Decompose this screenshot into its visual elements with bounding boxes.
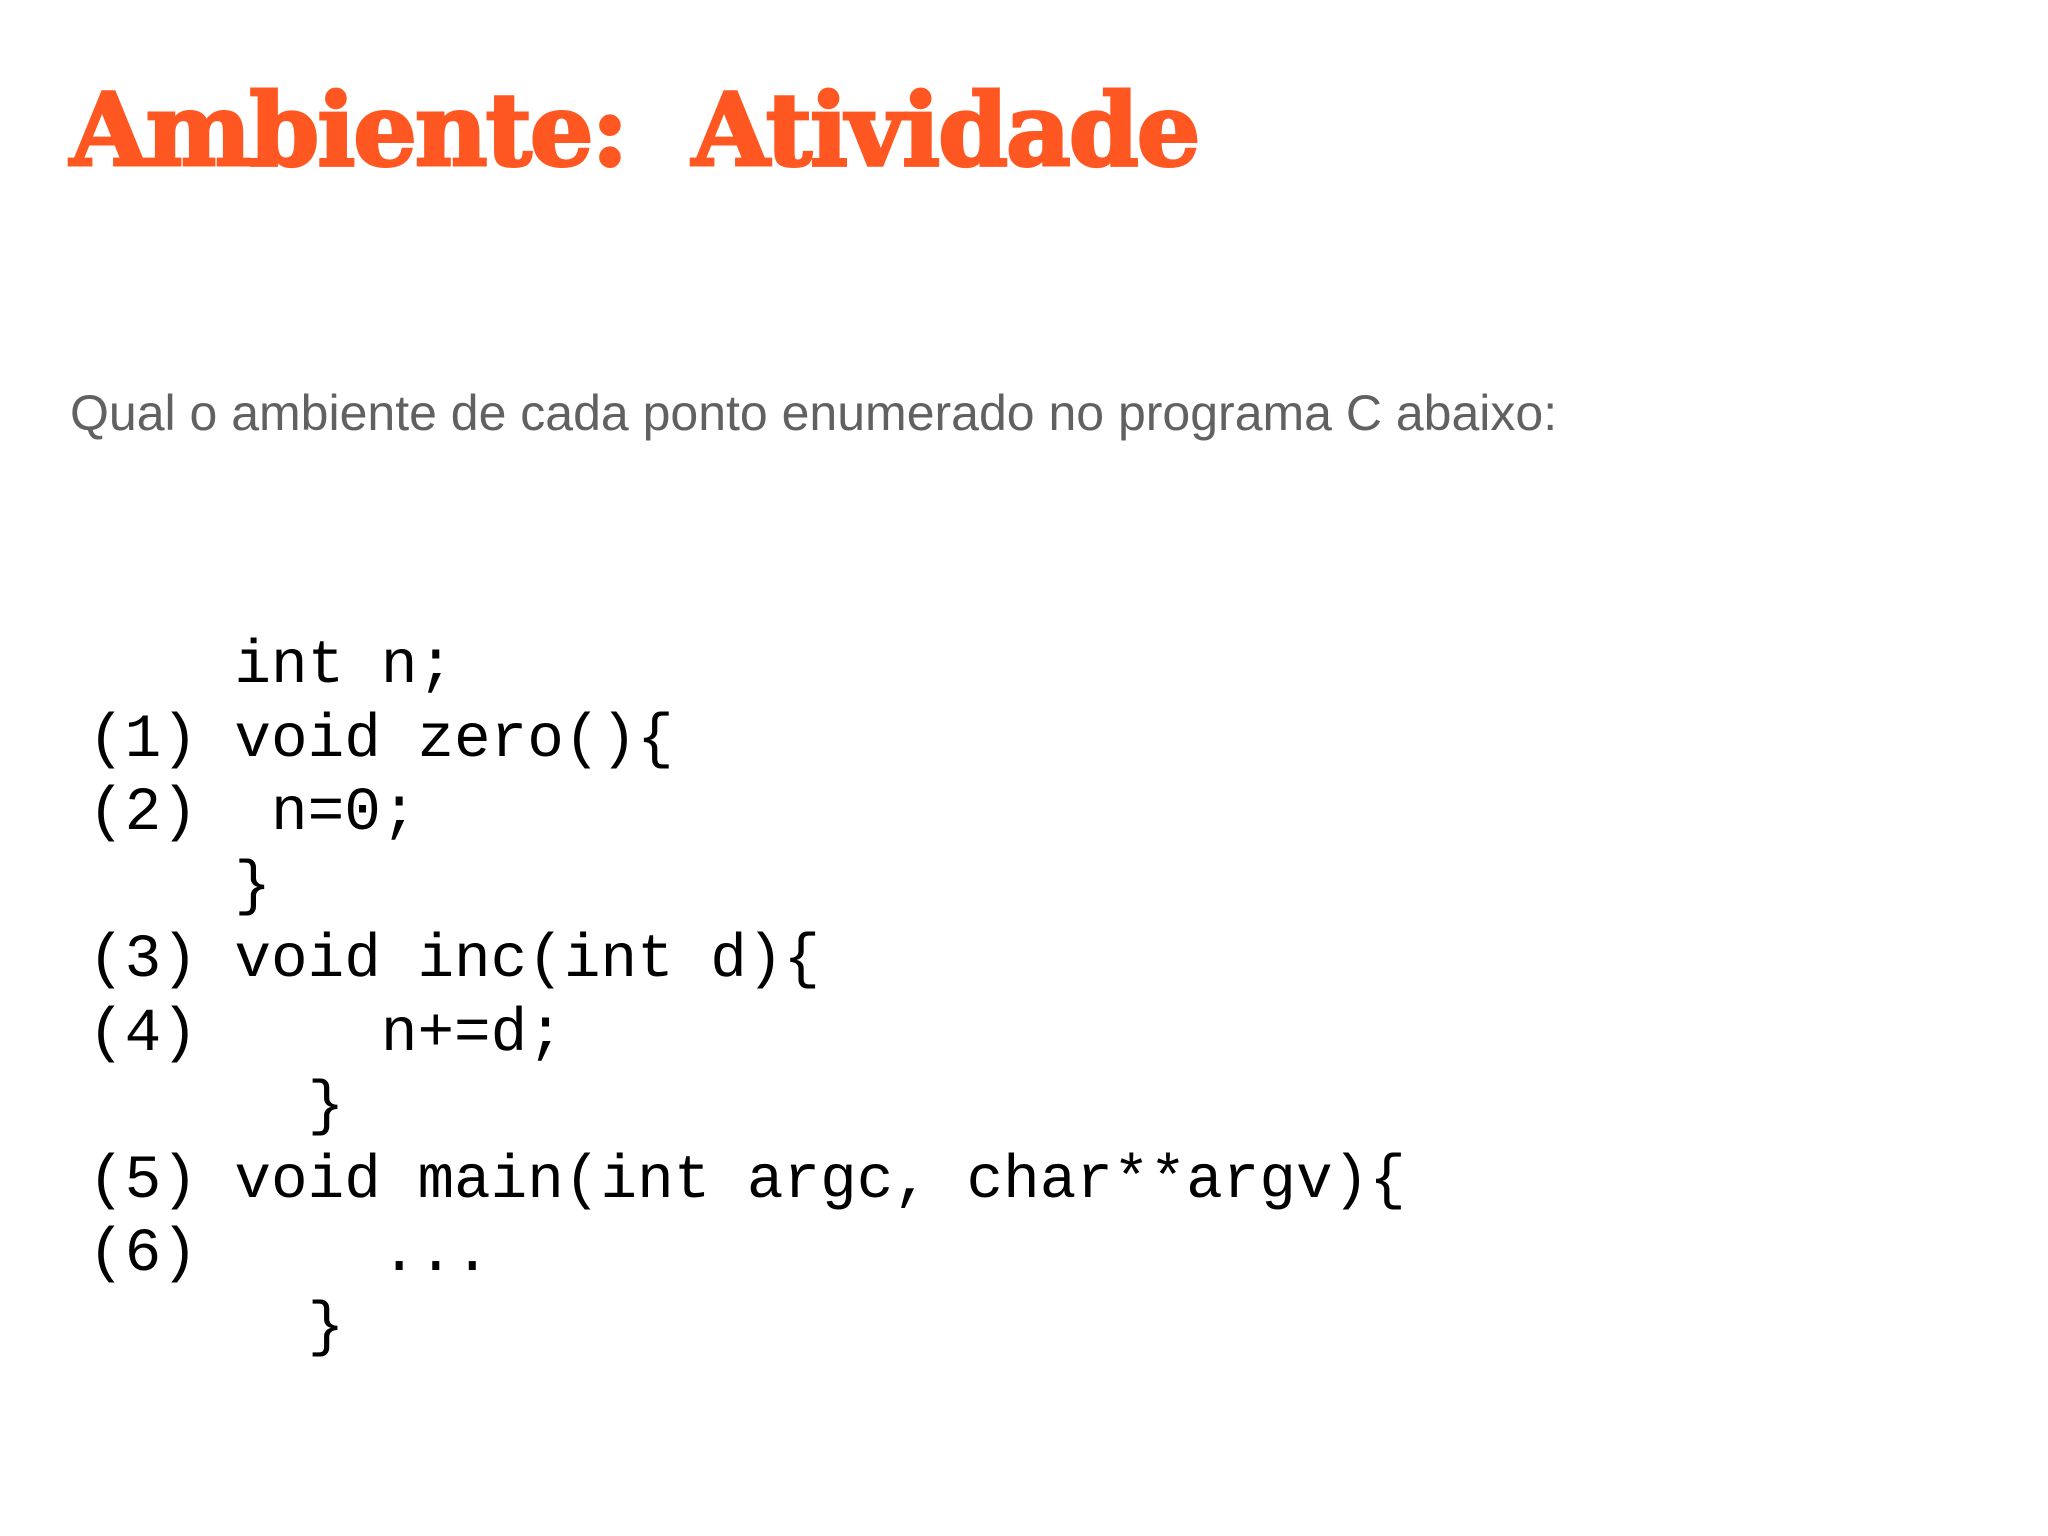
- code-line: (1) void zero(){: [88, 705, 674, 775]
- code-line: (5) void main(int argc, char**argv){: [88, 1146, 1406, 1216]
- code-line: }: [88, 1293, 345, 1363]
- code-line: (4) n+=d;: [88, 999, 564, 1069]
- code-line: int n;: [88, 632, 455, 701]
- code-line: (6) ...: [88, 1220, 491, 1289]
- code-line: }: [88, 1073, 345, 1142]
- code-block: [88, 630, 1406, 1365]
- code-line: (3) void inc(int d){: [88, 926, 821, 995]
- code-line: }: [88, 852, 272, 922]
- code-line: (2) n=0;: [88, 779, 418, 848]
- question-text: Qual o ambiente de cada ponto enumerado no programa C abaixo:: [70, 385, 1558, 441]
- slide-title: Ambiente: Atividade: [70, 71, 1199, 189]
